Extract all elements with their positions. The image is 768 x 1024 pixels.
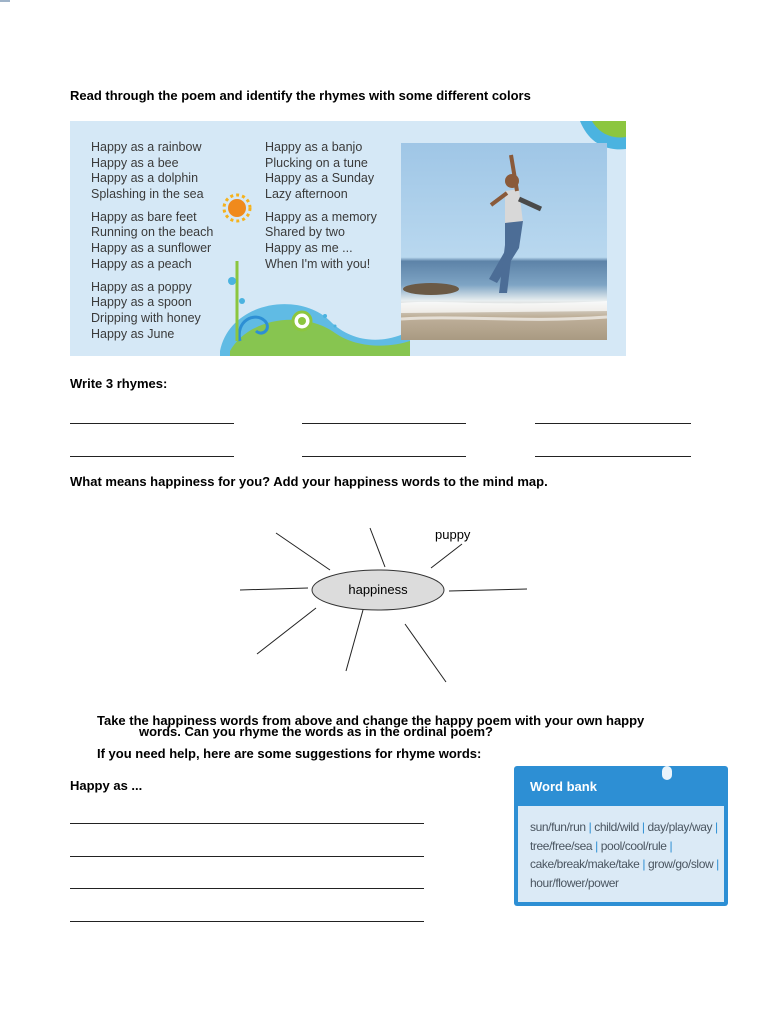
poem-line: Happy as a banjo [265, 140, 363, 154]
poem-line: Running on the beach [91, 225, 214, 240]
rhyme-answer-line[interactable] [535, 456, 691, 457]
poem-writing-line[interactable] [70, 921, 424, 922]
instruction-help: If you need help, here are some suggestions for rhyme words: [97, 746, 482, 761]
poem-line: Splashing in the sea [91, 186, 204, 201]
poem-line: Happy as a sunflower [91, 241, 212, 256]
instruction-happiness-question: What means happiness for you? Add your happiness words to the mind map. [70, 474, 548, 489]
instruction-read-poem: Read through the poem and identify the rhymes with some different colors [70, 88, 531, 103]
word-bank-clip [662, 766, 672, 780]
poem-writing-line[interactable] [70, 823, 424, 824]
poem-line: Happy as a dolphin [91, 171, 199, 186]
word-group: hour/flower/power [530, 875, 619, 890]
poem-line: Happy as a peach [91, 256, 192, 271]
word-bank-list: sun/fun/run | child/wild | day/play/way | tree/free/sea | pool/cool/rule | cake/break/make/take | grow/go/slow | hour/flower/power [530, 820, 719, 890]
word-group: day/play/way [647, 820, 713, 834]
word-group: grow/go/slow [648, 857, 714, 871]
instruction-change-poem-line1: Take the happiness words from above and change the happy poem with your own happy [97, 713, 645, 728]
corner-mark [0, 0, 10, 2]
rhyme-answer-line[interactable] [302, 456, 466, 457]
poem-line: Lazy afternoon [265, 186, 348, 201]
poem-line: Happy as a bee [91, 155, 179, 170]
word-group: tree/free/sea [530, 838, 593, 853]
poem-line: Happy as a Sunday [265, 171, 375, 186]
poem-line: Dripping with honey [91, 310, 201, 325]
poem-stanza [91, 280, 213, 342]
word-bank-title: Word bank [530, 779, 597, 794]
poem-line: Shared by two [265, 225, 345, 240]
word-group: sun/fun/run [530, 820, 586, 834]
mind-map-center-label: happiness [348, 582, 408, 597]
word-group: pool/cool/rule [600, 838, 667, 853]
word-group: cake/break/make/take [530, 857, 640, 871]
rhyme-answer-line[interactable] [70, 423, 234, 424]
poem-line: Happy as a rainbow [91, 140, 202, 154]
poem-panel [70, 121, 626, 356]
rhyme-answer-line[interactable] [70, 456, 234, 457]
poem-line: Happy as June [91, 326, 175, 341]
poem-stanza [91, 210, 213, 272]
poem-line: Happy as a poppy [91, 279, 192, 294]
mind-map-word-puppy: puppy [435, 527, 471, 542]
poem-writing-line[interactable] [70, 856, 424, 857]
poem-writing-line[interactable] [70, 888, 424, 889]
poem-line: Plucking on a tune [265, 155, 368, 170]
instruction-change-poem-line2: words. Can you rhyme the words as in the ordinal poem? [139, 724, 493, 739]
jumping-man-photo [401, 143, 607, 340]
poem-left-column [91, 140, 213, 350]
poem-line: When I'm with you! [265, 256, 371, 271]
word-group: child/wild [594, 820, 639, 834]
poem-stanza [91, 140, 213, 202]
mind-map [230, 520, 540, 690]
rhyme-answer-line[interactable] [535, 423, 691, 424]
instruction-write-rhymes: Write 3 rhymes: [70, 376, 168, 391]
poem-line: Happy as a spoon [91, 295, 192, 310]
happy-as-label: Happy as ... [70, 778, 143, 793]
flower-swirl-decoration [210, 181, 410, 356]
poem-line: Happy as bare feet [91, 209, 197, 224]
word-bank-box [514, 766, 728, 906]
sun-flower-icon [228, 199, 246, 217]
poem-line: Happy as a memory [265, 209, 377, 224]
poem-line: Happy as me ... [265, 241, 353, 256]
rhyme-answer-line[interactable] [302, 423, 466, 424]
